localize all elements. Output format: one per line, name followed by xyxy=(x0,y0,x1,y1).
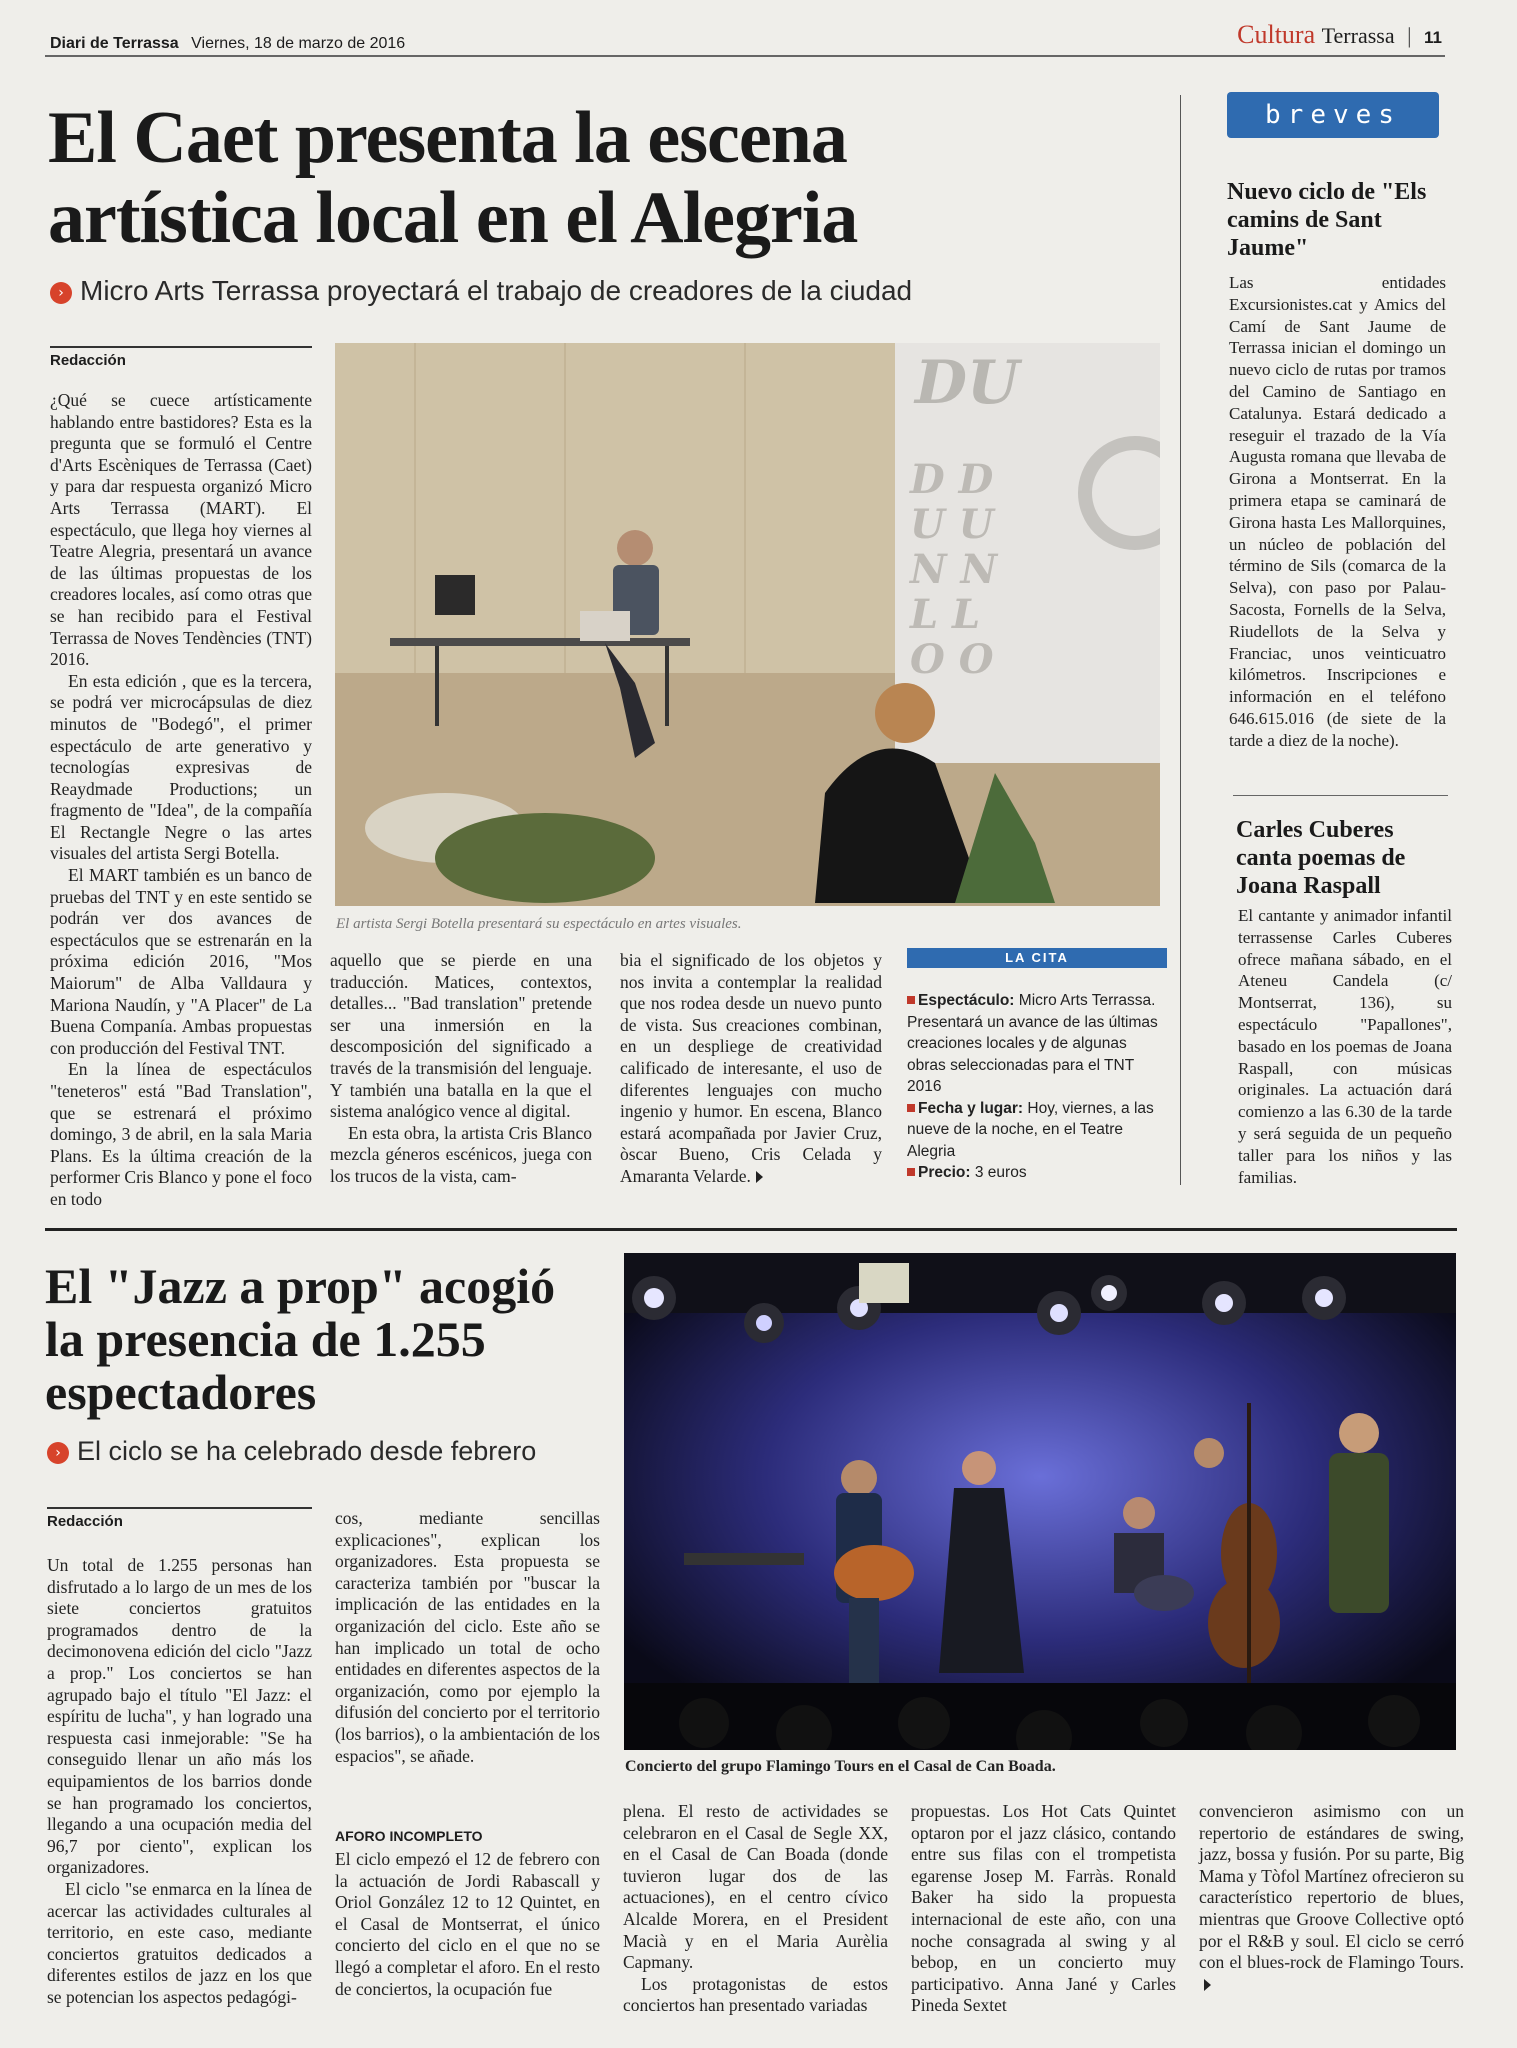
cita-label: Fecha y lugar: xyxy=(918,1099,1024,1117)
cita-label: Precio: xyxy=(918,1164,971,1181)
cita-title: LA CITA xyxy=(907,948,1167,968)
article2-byline: Redacción xyxy=(47,1507,312,1530)
article2-column-2-top xyxy=(335,1508,600,1767)
article1-paragraph: En esta edición , que es la tercera, se podrá ver microcápsulas de diez minutos de "Bodegó", el primer espectáculo de arte generativo y tecnologías expresivas de Reaydmade Productions; un fragmento de "Idea", de la compañía El Rectangle Negre o las artes visuales del artista Sergi Botella. xyxy=(50,670,312,864)
article1-paragraph: aquello que se pierde en una traducción. Matices, contextos, detalles... "Bad translation" pretende ser una inmersión en la descomposición del significado a través de la transmisión del lenguaje. Y también una batalla en la que el sistema analógico vence al digital. xyxy=(330,950,592,1122)
article1-paragraph: En esta obra, la artista Cris Blanco mezcla géneros escénicos, juega con los trucos de la vista, cam- xyxy=(330,1122,592,1186)
article1-subtitle xyxy=(50,275,912,307)
cita-label: Espectáculo: xyxy=(918,992,1015,1009)
article1-headline-line1: El Caet presenta la escena xyxy=(48,97,847,179)
article2-photo-caption: Concierto del grupo Flamingo Tours en el Casal de Can Boada. xyxy=(625,1758,1056,1775)
article2-paragraph: Los protagonistas de estos conciertos han presentado variadas xyxy=(623,1973,888,2016)
article1-paragraph: El MART también es un banco de pruebas del TNT y en este sentido se podrán ver dos avances de espectáculos que se estrenarán en la próxima edición 2016, "Mos Maiorum" de Alba Valldaura y Mariona Naudín, y "A Placer" de La Buena Companía. Ambas propuestas con producción del Festival TNT. xyxy=(50,865,312,1058)
article1-photo xyxy=(335,343,1160,906)
header-rule xyxy=(45,55,1445,57)
article1-paragraph: En la línea de espectáculos "teneteros" está "Bad Translation", que se estrenará el próximo domingo, 3 de abril, en la sala Maria Plans. Es la última creación de la performer Cris Blanco y pone el foco en todo xyxy=(50,1059,312,1209)
page-header-right: Cultura Terrassa | 11 xyxy=(1237,20,1442,49)
section-divider xyxy=(45,1228,1457,1231)
svg-text:O O: O O xyxy=(910,636,994,683)
article1-headline-line2: artística local en el Alegria xyxy=(48,177,858,259)
cita-text: 3 euros xyxy=(974,1164,1027,1181)
article2-paragraph: El ciclo empezó el 12 de febrero con la actuación de Jordi Rabascall y Oriol González 12 to 12 Quintet, en el Casal de Montserrat, el único concierto del ciclo en el que no se llegó a completar el aforo. En el resto de conciertos, la ocupación fue xyxy=(335,1849,600,1999)
article2-paragraph: El ciclo "se enmarca en la línea de acercar las actividades culturales al territorio, en este caso, mediante conciertos gratuitos dedicados a diferentes estilos de jazz en los que se potencian los aspectos pedagógi- xyxy=(47,1878,312,2007)
breves-item2-title: Carles Cuberes canta poemas de Joana Raspall xyxy=(1236,817,1406,899)
svg-text:L L: L L xyxy=(910,591,981,638)
sidebar-divider xyxy=(1180,95,1181,1185)
article2-column-3 xyxy=(623,1801,888,2017)
article1-column-1 xyxy=(50,390,312,1211)
article2-headline: El "Jazz a prop" acogió la presencia de 1.255 espectadores xyxy=(45,1258,556,1420)
end-mark-icon xyxy=(1204,1979,1211,1991)
bullet-square-icon xyxy=(907,1104,915,1112)
article1-column-2 xyxy=(330,950,592,1188)
breves-item1-text: Las entidades Excursionistes.cat y Amics del Camí de Sant Jaume de Terrassa inician el domingo un nuevo ciclo de rutas por tramos del Camino de Santiago en Catalunya. Estará dedicado a reseguir el trazado de la Vía Augusta romana que llevaba de Girona a Montserrat. En la primera etapa se caminará de Girona hasta Les Mallorquines, un núcleo de población del término de Sils (comarca de la Selva), con paso por Palau-Sacosta, Fornells de la Selva, Riudellots de la Selva y Franciac, unos veinticuatro kilómetros. Inscripciones e información en el teléfono 646.615.016 (de siete de la tarde a diez de la noche). xyxy=(1229,273,1446,750)
article1-column-3 xyxy=(620,950,882,1188)
section-name: Cultura xyxy=(1237,20,1316,49)
page-header-left xyxy=(50,35,405,53)
breves-item1-title: Nuevo ciclo de "Els camins de Sant Jaume" xyxy=(1227,179,1427,261)
breves-item2-text: El cantante y animador infantil terrassense Carles Cuberes ofrece mañana sábado, en el Ateneu Candela (c/ Montserrat, 136), su espectáculo "Papallones", basado en los poemas de Joana Raspall, con músicas originales. La actuación dará comienzo a las 6.30 de la tarde y será seguida de un pequeño taller para los niños y las familias. xyxy=(1238,906,1452,1187)
article2-photo xyxy=(624,1253,1456,1750)
arrow-icon: › xyxy=(50,282,72,304)
article2-paragraph: convencieron asimismo con un repertorio de estándares de swing, jazz, bossa y fusión. Por su parte, Big Mama y Tòfol Martínez ofrecieron su característico repertorio de blues, mientras que Groove Collective optó por el R&B y soul. El ciclo se cerró con el blues-rock de Flamingo Tours. xyxy=(1199,1801,1464,1973)
concert-photo-illustration xyxy=(624,1253,1456,1750)
section-city: Terrassa xyxy=(1321,23,1395,48)
article2-subtitle-text: El ciclo se ha celebrado desde febrero xyxy=(77,1436,537,1466)
end-mark-icon xyxy=(756,1171,763,1183)
article2-paragraph: Un total de 1.255 personas han disfrutado a lo largo de un mes de los siete conciertos gratuitos programados dentro de la decimonovena edición del ciclo "Jazz a prop." Los conciertos se han agrupado bajo el título "El Jazz: el espíritu de lucha", y han logrado una respuesta casi inmejorable: "Se ha conseguido llenar un año más los equipamientos de los barrios donde se han programado los conciertos, llegando a una ocupación media del 96,7 por ciento", explican los organizadores. xyxy=(47,1555,312,1878)
page-number: 11 xyxy=(1424,28,1442,47)
svg-text:N N: N N xyxy=(910,546,998,593)
article2-paragraph: propuestas. Los Hot Cats Quintet optaron por el jazz clásico, contando entre sus filas con el trompetista egarense Josep M. Farràs. Ronald Baker ha sido la propuesta internacional de este año, con una noche consagrada al swing y al bebop, en un concierto muy participativo. Anna Jané y Carles Pineda Sextet xyxy=(911,1801,1176,2016)
article2-column-2-bottom xyxy=(335,1849,600,2000)
arrow-icon: › xyxy=(47,1442,69,1464)
cita-box xyxy=(907,990,1169,1184)
article2-subtitle xyxy=(47,1436,536,1467)
article2-column-4 xyxy=(911,1801,1176,2017)
bullet-square-icon xyxy=(907,1168,915,1176)
issue-date: Viernes, 18 de marzo de 2016 xyxy=(191,35,406,52)
article2-column-1 xyxy=(47,1555,312,2008)
bullet-square-icon xyxy=(907,996,915,1004)
article1-paragraph: ¿Qué se cuece artísticamente hablando entre bastidores? Esta es la pregunta que se formuló el Centre d'Arts Escèniques de Terrassa (Caet) y para dar respuesta organizó Micro Arts Terrassa (MART). El espectáculo, que llega hoy viernes al Teatre Alegria, presentará un avance de las últimas propuestas de los creadores locales, así como otras que se han recibido para el Festival Terrassa de Noves Tendències (TNT) 2016. xyxy=(50,390,312,670)
svg-text:U U: U U xyxy=(910,501,994,548)
article1-photo-caption: El artista Sergi Botella presentará su espectáculo en artes visuales. xyxy=(336,916,742,932)
breves-label: breves xyxy=(1227,92,1439,138)
article2-paragraph: cos, mediante sencillas explicaciones", explican los organizadores. Esta propuesta se caracteriza también por "buscar la implicación de las entidades en la organización del ciclo. Este año se han implicado un total de ocho entidades en diferentes aspectos de la organización, como por ejemplo la difusión del concierto por el territorio (los barrios), o la ambientación de los espacios", se añade. xyxy=(335,1508,600,1766)
article2-paragraph: plena. El resto de actividades se celebraron en el Casal de Segle XX, en el Casal de Can Boada (donde tuvieron lugar dos de las actuaciones), en el centro cívico Alcalde Morera, en el President Macià y en el Maria Aurèlia Capmany. xyxy=(623,1801,888,1973)
breves-rule xyxy=(1233,795,1448,796)
article1-subtitle-text: Micro Arts Terrassa proyectará el trabajo de creadores de la ciudad xyxy=(80,275,913,306)
article2-column-5 xyxy=(1199,1801,1464,1995)
article1-paragraph: bia el significado de los objetos y nos invita a contemplar la realidad que nos rodea desde un nuevo punto de vista. Sus creaciones combinan, en un despliege de creatividad calificado de interesante, el uso de diferentes lenguajes con mucho ingenio y humor. En escena, Blanco estará acompañada por Javier Cruz, òscar Bueno, Cris Celada y Amaranta Velarde. xyxy=(620,950,882,1186)
cita-text: Micro Arts Terrassa. Presentará un avance de las últimas creaciones locales y de algunas obras seleccionadas para el TNT 2016 xyxy=(907,992,1158,1095)
article1-byline: Redacción xyxy=(50,346,312,369)
performance-photo-illustration xyxy=(335,343,1160,906)
article1-headline xyxy=(48,98,1148,258)
svg-text:DU: DU xyxy=(915,348,1020,418)
article2-subhead: AFORO INCOMPLETO xyxy=(335,1828,483,1844)
cita-text: Hoy, viernes, a las nueve de la noche, en el Teatre Alegria xyxy=(907,1099,1154,1160)
svg-text:D D: D D xyxy=(910,456,994,503)
newspaper-name: Diari de Terrassa xyxy=(50,35,179,52)
